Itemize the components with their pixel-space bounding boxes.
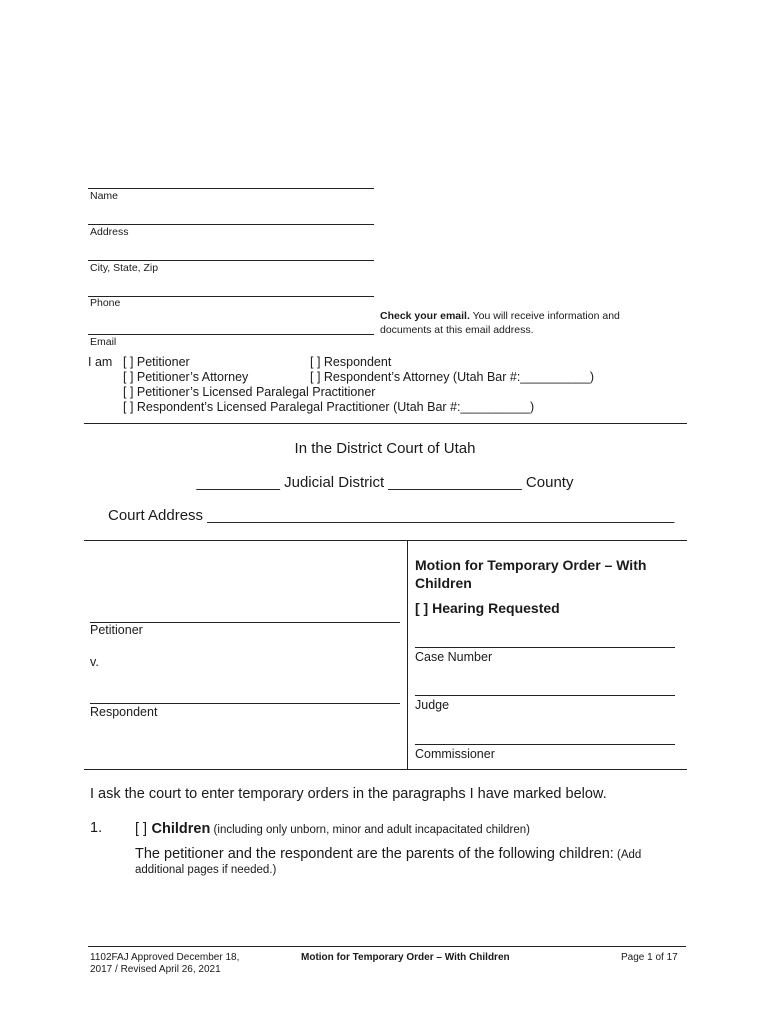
judge-line (415, 695, 675, 696)
commissioner-line (415, 744, 675, 745)
footer-doc-title: Motion for Temporary Order – With Children (301, 952, 510, 963)
item1-heading (135, 820, 530, 838)
email-note-rest: You will receive information and (469, 310, 620, 322)
versus-label: v. (90, 655, 99, 669)
judge-label: Judge (415, 698, 450, 712)
city-line (88, 260, 374, 261)
form-line2: 2017 / Revised April 26, 2021 (90, 964, 221, 975)
phone-line (88, 296, 374, 297)
caption-top-border (84, 540, 687, 541)
address-line (88, 224, 374, 225)
caption-bottom-border (84, 769, 687, 770)
item1-text (135, 845, 641, 863)
item1-title: Children (151, 821, 211, 837)
respondent-label: Respondent (90, 705, 158, 719)
page-number: Page 1 of 17 (621, 952, 678, 963)
checkbox-respondents-attorney[interactable]: [ ] Respondent’s Attorney (Utah Bar #:__________) (310, 370, 594, 384)
email-label: Email (90, 336, 117, 348)
caption-divider (407, 540, 408, 769)
name-line (88, 188, 374, 189)
case-number-line (415, 647, 675, 648)
motion-title (415, 556, 646, 592)
checkbox-respondents-paralegal[interactable]: [ ] Respondent’s Licensed Paralegal Practitioner (Utah Bar #:__________) (123, 400, 535, 414)
court-address-line: Court Address ________________________________________________________ (108, 507, 675, 524)
item1-text-main: The petitioner and the respondent are the parents of the following children: (135, 846, 614, 862)
court-title: In the District Court of Utah (294, 440, 476, 457)
district-county-line: __________ Judicial District ________________ County (196, 474, 574, 491)
checkbox-petitioners-attorney[interactable]: [ ] Petitioner’s Attorney (123, 370, 249, 384)
divider-top (84, 423, 687, 424)
motion-title-line2: Children (415, 575, 472, 591)
checkbox-hearing-requested[interactable]: [ ] Hearing Requested (415, 600, 560, 616)
checkbox-petitioner[interactable]: [ ] Petitioner (123, 355, 190, 369)
item1-number: 1. (90, 820, 103, 836)
respondent-line (90, 703, 400, 704)
petitioner-label: Petitioner (90, 623, 143, 637)
item1-text-line2: additional pages if needed.) (135, 864, 277, 876)
email-note-line2: documents at this email address. (380, 324, 534, 336)
checkbox-respondent[interactable]: [ ] Respondent (310, 355, 392, 369)
email-note-bold: Check your email. (380, 310, 470, 322)
commissioner-label: Commissioner (415, 747, 495, 761)
item1-text-small: (Add (613, 849, 642, 861)
form-number (90, 952, 239, 976)
role-selection (88, 355, 594, 415)
phone-label: Phone (90, 297, 121, 309)
footer-divider (88, 946, 686, 947)
checkbox-petitioners-paralegal[interactable]: [ ] Petitioner’s Licensed Paralegal Practitioner (123, 385, 376, 399)
email-note (380, 309, 620, 337)
intro-text: I ask the court to enter temporary orders in the paragraphs I have marked below. (90, 786, 607, 802)
address-label: Address (90, 226, 129, 238)
city-state-zip-label: City, State, Zip (90, 262, 159, 274)
motion-title-line1: Motion for Temporary Order – With (415, 557, 647, 573)
form-line1: 1102FAJ Approved December 18, (90, 952, 240, 963)
case-number-label: Case Number (415, 650, 493, 664)
email-line (88, 334, 374, 335)
i-am-label: I am (88, 355, 113, 369)
checkbox-children[interactable]: [ ] (135, 821, 148, 837)
item1-note: (including only unborn, minor and adult incapacitated children) (210, 824, 530, 836)
name-label: Name (90, 190, 119, 202)
